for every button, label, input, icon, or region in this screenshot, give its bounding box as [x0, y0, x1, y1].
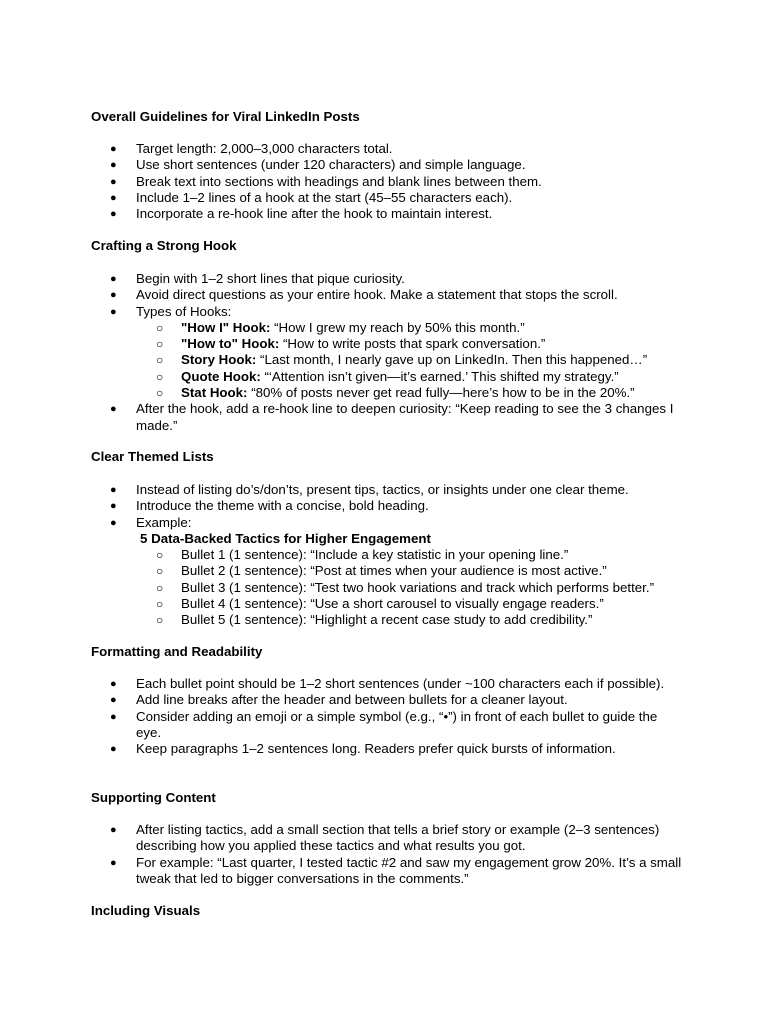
- hook-type-text: “80% of posts never get read fully—here’s how to be in the 20%.”: [247, 385, 635, 401]
- list-formatting-readability: [0, 676, 684, 757]
- heading-overall-guidelines: Overall Guidelines for Viral LinkedIn Posts: [91, 109, 360, 124]
- hook-type-text: “‘Attention isn’t given—it’s earned.’ This shifted my strategy.”: [260, 368, 619, 384]
- example-theme-heading: 5 Data-Backed Tactics for Higher Engagement: [140, 530, 431, 546]
- hook-type-label: Stat Hook:: [181, 385, 248, 401]
- hook-type-text: “Last month, I nearly gave up on LinkedIn. Then this happened…”: [256, 352, 648, 368]
- list-crafting-hook: [0, 271, 701, 434]
- list-item: ● Use short sentences (under 120 characters) and simple language.: [0, 157, 684, 173]
- hook-type-item: [0, 385, 701, 401]
- hook-type-label: "How to" Hook:: [181, 336, 280, 352]
- example-bullet: ○ Bullet 2 (1 sentence): “Post at times when your audience is most active.”: [0, 563, 701, 579]
- hook-type-text: “How I grew my reach by 50% this month.”: [270, 319, 525, 335]
- list-item: ● Instead of listing do’s/don’ts, present tips, tactics, or insights under one clear theme.: [0, 482, 684, 498]
- heading-including-visuals: Including Visuals: [91, 903, 201, 918]
- hook-type-item: [0, 369, 701, 385]
- list-item: ● Each bullet point should be 1–2 short sentences (under ~100 characters each if possible).: [0, 676, 684, 692]
- heading-formatting-readability: Formatting and Readability: [91, 644, 263, 659]
- list-item: ● Break text into sections with headings and blank lines between them.: [0, 174, 684, 190]
- list-item: ● Introduce the theme with a concise, bold heading.: [0, 498, 684, 514]
- heading-supporting-content: Supporting Content: [91, 790, 216, 805]
- example-bullet: ○ Bullet 3 (1 sentence): “Test two hook variations and track which performs better.”: [0, 580, 701, 596]
- list-item: ● Example:: [0, 515, 684, 531]
- list-overall-guidelines: [0, 141, 684, 222]
- hook-type-label: Story Hook:: [181, 352, 257, 368]
- list-supporting-content: [0, 822, 684, 887]
- heading-clear-themed-lists: Clear Themed Lists: [91, 449, 214, 464]
- list-item: ● For example: “Last quarter, I tested tactic #2 and saw my engagement grow 20%. It’s a small tweak that led to bigger conversations in the comments.”: [0, 855, 684, 888]
- list-item: ● Types of Hooks:: [0, 304, 684, 320]
- hook-type-text: “How to write posts that spark conversation.”: [279, 336, 546, 352]
- list-item: ● Include 1–2 lines of a hook at the start (45–55 characters each).: [0, 190, 684, 206]
- list-item: ● Keep paragraphs 1–2 sentences long. Readers prefer quick bursts of information.: [0, 741, 684, 757]
- list-item: ● Target length: 2,000–3,000 characters total.: [0, 141, 684, 157]
- example-bullet: ○ Bullet 5 (1 sentence): “Highlight a recent case study to add credibility.”: [0, 612, 701, 628]
- list-item: ● Begin with 1–2 short lines that pique curiosity.: [0, 271, 684, 287]
- hook-type-item: [0, 352, 701, 368]
- example-bullet: ○ Bullet 4 (1 sentence): “Use a short carousel to visually engage readers.”: [0, 596, 701, 612]
- list-item: ● Avoid direct questions as your entire hook. Make a statement that stops the scroll.: [0, 287, 684, 303]
- hook-type-label: Quote Hook:: [181, 368, 261, 384]
- list-item: ● Add line breaks after the header and between bullets for a cleaner layout.: [0, 692, 684, 708]
- heading-crafting-hook: Crafting a Strong Hook: [91, 238, 237, 253]
- hook-type-item: [0, 336, 701, 352]
- list-item: ● After listing tactics, add a small section that tells a brief story or example (2–3 sentences) describing how you applied these tactics and what results you got.: [0, 822, 684, 855]
- hook-type-item: [0, 320, 701, 336]
- list-item: ● After the hook, add a re-hook line to deepen curiosity: “Keep reading to see the 3 changes I made.”: [0, 401, 684, 434]
- list-clear-themed-lists: [0, 482, 701, 629]
- hook-type-label: "How I" Hook:: [181, 319, 271, 335]
- example-bullet: ○ Bullet 1 (1 sentence): “Include a key statistic in your opening line.”: [0, 547, 701, 563]
- list-item: ● Incorporate a re-hook line after the hook to maintain interest.: [0, 206, 684, 222]
- list-item: ● Consider adding an emoji or a simple symbol (e.g., “•”) in front of each bullet to guide the eye.: [0, 709, 684, 742]
